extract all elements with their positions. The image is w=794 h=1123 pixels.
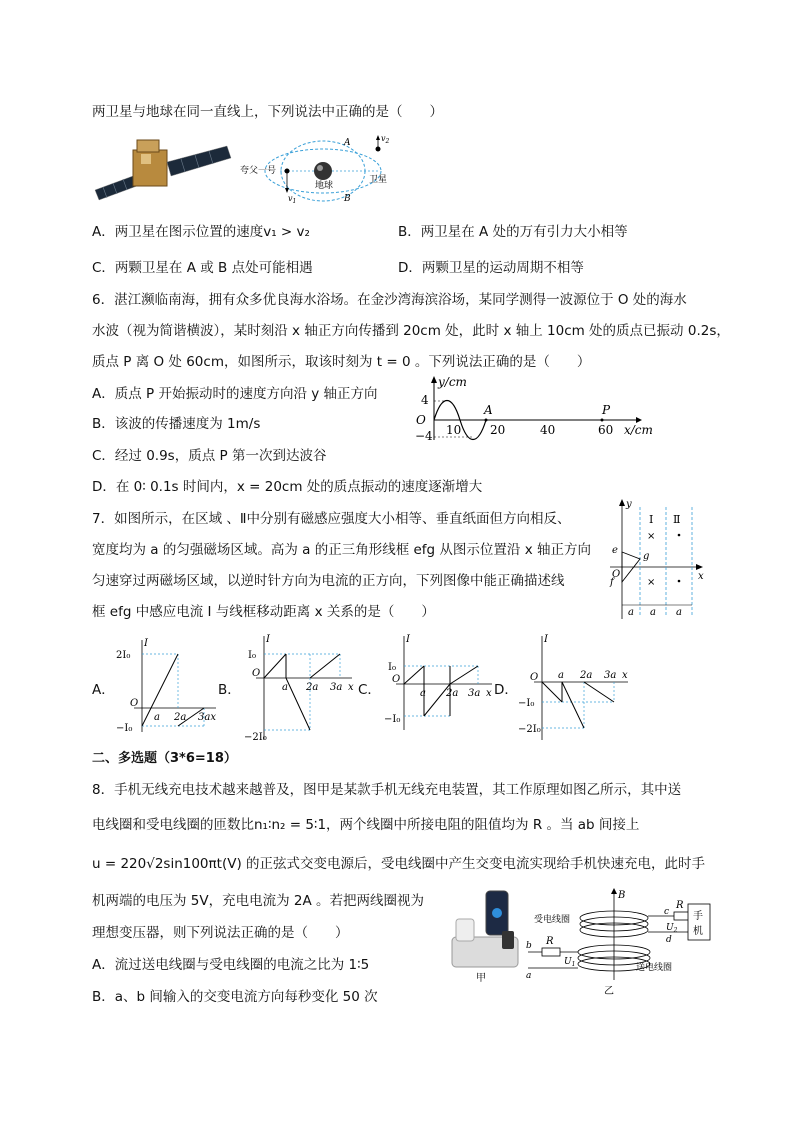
- region-ii-label: Ⅱ: [673, 513, 681, 526]
- svg-text:d: d: [666, 935, 672, 945]
- wave-point-p: P: [602, 403, 611, 417]
- svg-text:a: a: [154, 712, 160, 723]
- q6-option-a[interactable]: A．质点 P 开始振动时的速度方向沿 y 轴正方向: [92, 386, 378, 402]
- fig-yi-label: 乙: [604, 986, 614, 997]
- svg-text:R: R: [546, 936, 554, 947]
- svg-text:c: c: [664, 907, 670, 917]
- q8-line2: 电线圈和受电线圈的匝数比n₁∶n₂ = 5∶1，两个线圈中所接电阻的阻值均为 R 。当 ab 间接上: [92, 817, 640, 833]
- q5-stem: 两卫星与地球在同一直线上，下列说法中正确的是（ ）: [92, 104, 443, 120]
- svg-text:送电线圈: 送电线圈: [636, 963, 673, 973]
- q7-line1: 7．如图所示，在区域 、Ⅱ中分别有磁感应强度大小相等、垂直纸面但方向相反、: [92, 511, 571, 527]
- svg-text:I: I: [406, 634, 410, 645]
- svg-text:a: a: [420, 688, 426, 699]
- q5-option-a[interactable]: A．两卫星在图示位置的速度v₁ > v₂: [92, 224, 310, 240]
- q8-option-a[interactable]: A．流过送电线圈与受电线圈的电流之比为 1∶5: [92, 957, 370, 973]
- q6-line2: 水波（视为简谐横波），某时刻沿 x 轴正方向传播到 20cm 处，此时 x 轴上 10cm 处的质点已振动 0.2s，: [92, 323, 730, 339]
- q6-line3: 质点 P 离 O 处 60cm，如图所示，取该时刻为 t = 0 。下列说法正确的是（ ）: [92, 354, 591, 370]
- region-i-label: Ⅰ: [649, 513, 654, 526]
- svg-text:−2I₀: −2I₀: [244, 732, 267, 743]
- svg-text:x: x: [622, 670, 628, 681]
- wave-origin: O: [416, 413, 426, 427]
- svg-text:B: B: [618, 890, 626, 901]
- choice-a-graph[interactable]: [112, 636, 222, 736]
- sat-label: 卫星: [369, 175, 388, 185]
- svg-text:I: I: [544, 634, 548, 645]
- svg-text:×: ×: [647, 577, 656, 588]
- point-b-label: B: [344, 194, 351, 204]
- q6-option-d[interactable]: D．在 0∶ 0.1s 时间内，x = 20cm 处的质点振动的速度逐渐增大: [92, 479, 483, 495]
- v1-label: $v_1$: [288, 194, 297, 205]
- q7-line2: 宽度均为 a 的匀强磁场区域。高为 a 的正三角形线框 efg 从图示位置沿 x 轴正方向: [92, 542, 591, 558]
- point-a-label: A: [344, 138, 351, 148]
- q6-option-b[interactable]: B．该波的传播速度为 1m/s: [92, 416, 261, 432]
- q8-line3: u = 220√2sin100πt(V) 的正弦式交变电源后，受电线圈中产生交变电流实现给手机快速充电，此时手: [92, 856, 705, 872]
- q5-option-c[interactable]: C．两颗卫星在 A 或 B 点处可能相遇: [92, 260, 313, 276]
- vertex-e: e: [612, 545, 618, 556]
- svg-text:U2: $U_2$: [666, 923, 678, 934]
- svg-text:O: O: [252, 668, 261, 679]
- kuafu-label: 夸父一号: [240, 166, 277, 176]
- svg-text:−I₀: −I₀: [116, 723, 133, 734]
- v2-label: $v_2$: [381, 134, 390, 145]
- choice-c-graph[interactable]: [384, 632, 494, 732]
- svg-text:b: b: [526, 941, 532, 951]
- field-y-label: y: [626, 499, 632, 510]
- svg-text:I₀: I₀: [248, 650, 256, 661]
- svg-text:3ax: 3ax: [198, 712, 216, 723]
- width-a-2: a: [650, 607, 656, 618]
- q6-line1: 6．湛江濒临南海，拥有众多优良海水浴场。在金沙湾海滨浴场，某同学测得一波源位于 O 处的海水: [92, 292, 687, 308]
- svg-text:a: a: [282, 682, 288, 693]
- q5-option-b[interactable]: B．两卫星在 A 处的万有引力大小相等: [398, 224, 628, 240]
- wave-x40: 40: [540, 423, 556, 437]
- svg-text:U1: $U_1$: [564, 957, 576, 968]
- q7-line3: 匀速穿过两磁场区域，以逆时针方向为电流的正方向，下列图像中能正确描述线: [92, 573, 565, 589]
- width-a-3: a: [676, 607, 682, 618]
- svg-text:3a: 3a: [330, 682, 343, 693]
- svg-text:−2I₀: −2I₀: [518, 724, 541, 735]
- svg-text:O: O: [392, 674, 401, 685]
- svg-text:I₀: I₀: [388, 662, 396, 673]
- q7-choice-c-letter[interactable]: C．: [358, 682, 381, 698]
- wave-x10: 10: [446, 423, 462, 437]
- width-a-1: a: [628, 607, 634, 618]
- q7-line4: 框 efg 中感应电流 I 与线框移动距离 x 关系的是（ ）: [92, 604, 435, 620]
- choice-d-graph[interactable]: [518, 632, 630, 742]
- satellite-icon: [93, 132, 233, 202]
- svg-text:3a: 3a: [468, 688, 481, 699]
- svg-text:×: ×: [647, 531, 656, 542]
- q7-choice-a-letter[interactable]: A．: [92, 682, 115, 698]
- svg-text:2a: 2a: [306, 682, 319, 693]
- q7-choice-b-letter[interactable]: B．: [218, 682, 241, 698]
- svg-text:O: O: [530, 672, 539, 683]
- wave-x60: 60: [598, 423, 614, 437]
- svg-text:−I₀: −I₀: [518, 698, 535, 709]
- orbit-diagram: [240, 133, 410, 203]
- svg-text:x: x: [486, 688, 492, 699]
- vertex-f: f: [610, 577, 614, 588]
- q8-line1: 8．手机无线充电技术越来越普及，图甲是某款手机无线充电装置，其工作原理如图乙所示，其中送: [92, 782, 682, 798]
- svg-text:−I₀: −I₀: [384, 714, 401, 725]
- wave-yneg4: −4: [415, 429, 433, 443]
- svg-text:2I₀: 2I₀: [116, 650, 131, 661]
- field-origin: O: [612, 569, 621, 580]
- earth-label: 地球: [315, 181, 334, 191]
- svg-text:手: 手: [693, 911, 703, 922]
- svg-text:2a: 2a: [580, 670, 593, 681]
- coil-circuit: [524, 888, 714, 998]
- svg-text:a: a: [558, 670, 564, 681]
- q6-option-c[interactable]: C．经过 0.9s，质点 P 第一次到达波谷: [92, 448, 327, 464]
- wave-ylabel: y/cm: [438, 375, 467, 389]
- q5-option-d[interactable]: D．两颗卫星的运动周期不相等: [398, 260, 584, 276]
- wave-x20: 20: [490, 423, 506, 437]
- svg-text:机: 机: [693, 926, 703, 937]
- charger-photo: [446, 885, 526, 985]
- svg-text:O: O: [130, 698, 139, 709]
- svg-text:I: I: [266, 634, 270, 645]
- section-heading: 二、多选题（3*6=18）: [92, 751, 237, 766]
- svg-text:受电线圈: 受电线圈: [534, 915, 571, 925]
- field-diagram: [606, 497, 706, 622]
- svg-text:2a: 2a: [174, 712, 187, 723]
- vertex-g: g: [643, 551, 650, 562]
- wave-y4: 4: [421, 393, 429, 407]
- q8-option-b[interactable]: B．a、b 间输入的交变电流方向每秒变化 50 次: [92, 989, 378, 1005]
- choice-b-graph[interactable]: [244, 632, 354, 742]
- svg-text:x: x: [348, 682, 354, 693]
- field-x-label: x: [698, 571, 704, 582]
- svg-text:R: R: [676, 900, 684, 911]
- q7-choice-d-letter[interactable]: D．: [494, 682, 518, 698]
- q8-line4: 机两端的电压为 5V，充电电流为 2A 。若把两线圈视为: [92, 893, 425, 909]
- fig-jia-label: 甲: [476, 973, 486, 984]
- wave-point-a: A: [484, 403, 493, 417]
- wave-xlabel: x/cm: [624, 423, 653, 437]
- svg-text:2a: 2a: [446, 688, 459, 699]
- svg-text:I: I: [144, 638, 148, 649]
- svg-text:3a: 3a: [604, 670, 617, 681]
- svg-text:a: a: [526, 971, 532, 981]
- wave-graph: [412, 374, 662, 444]
- q8-line5: 理想变压器，则下列说法正确的是（ ）: [92, 925, 349, 941]
